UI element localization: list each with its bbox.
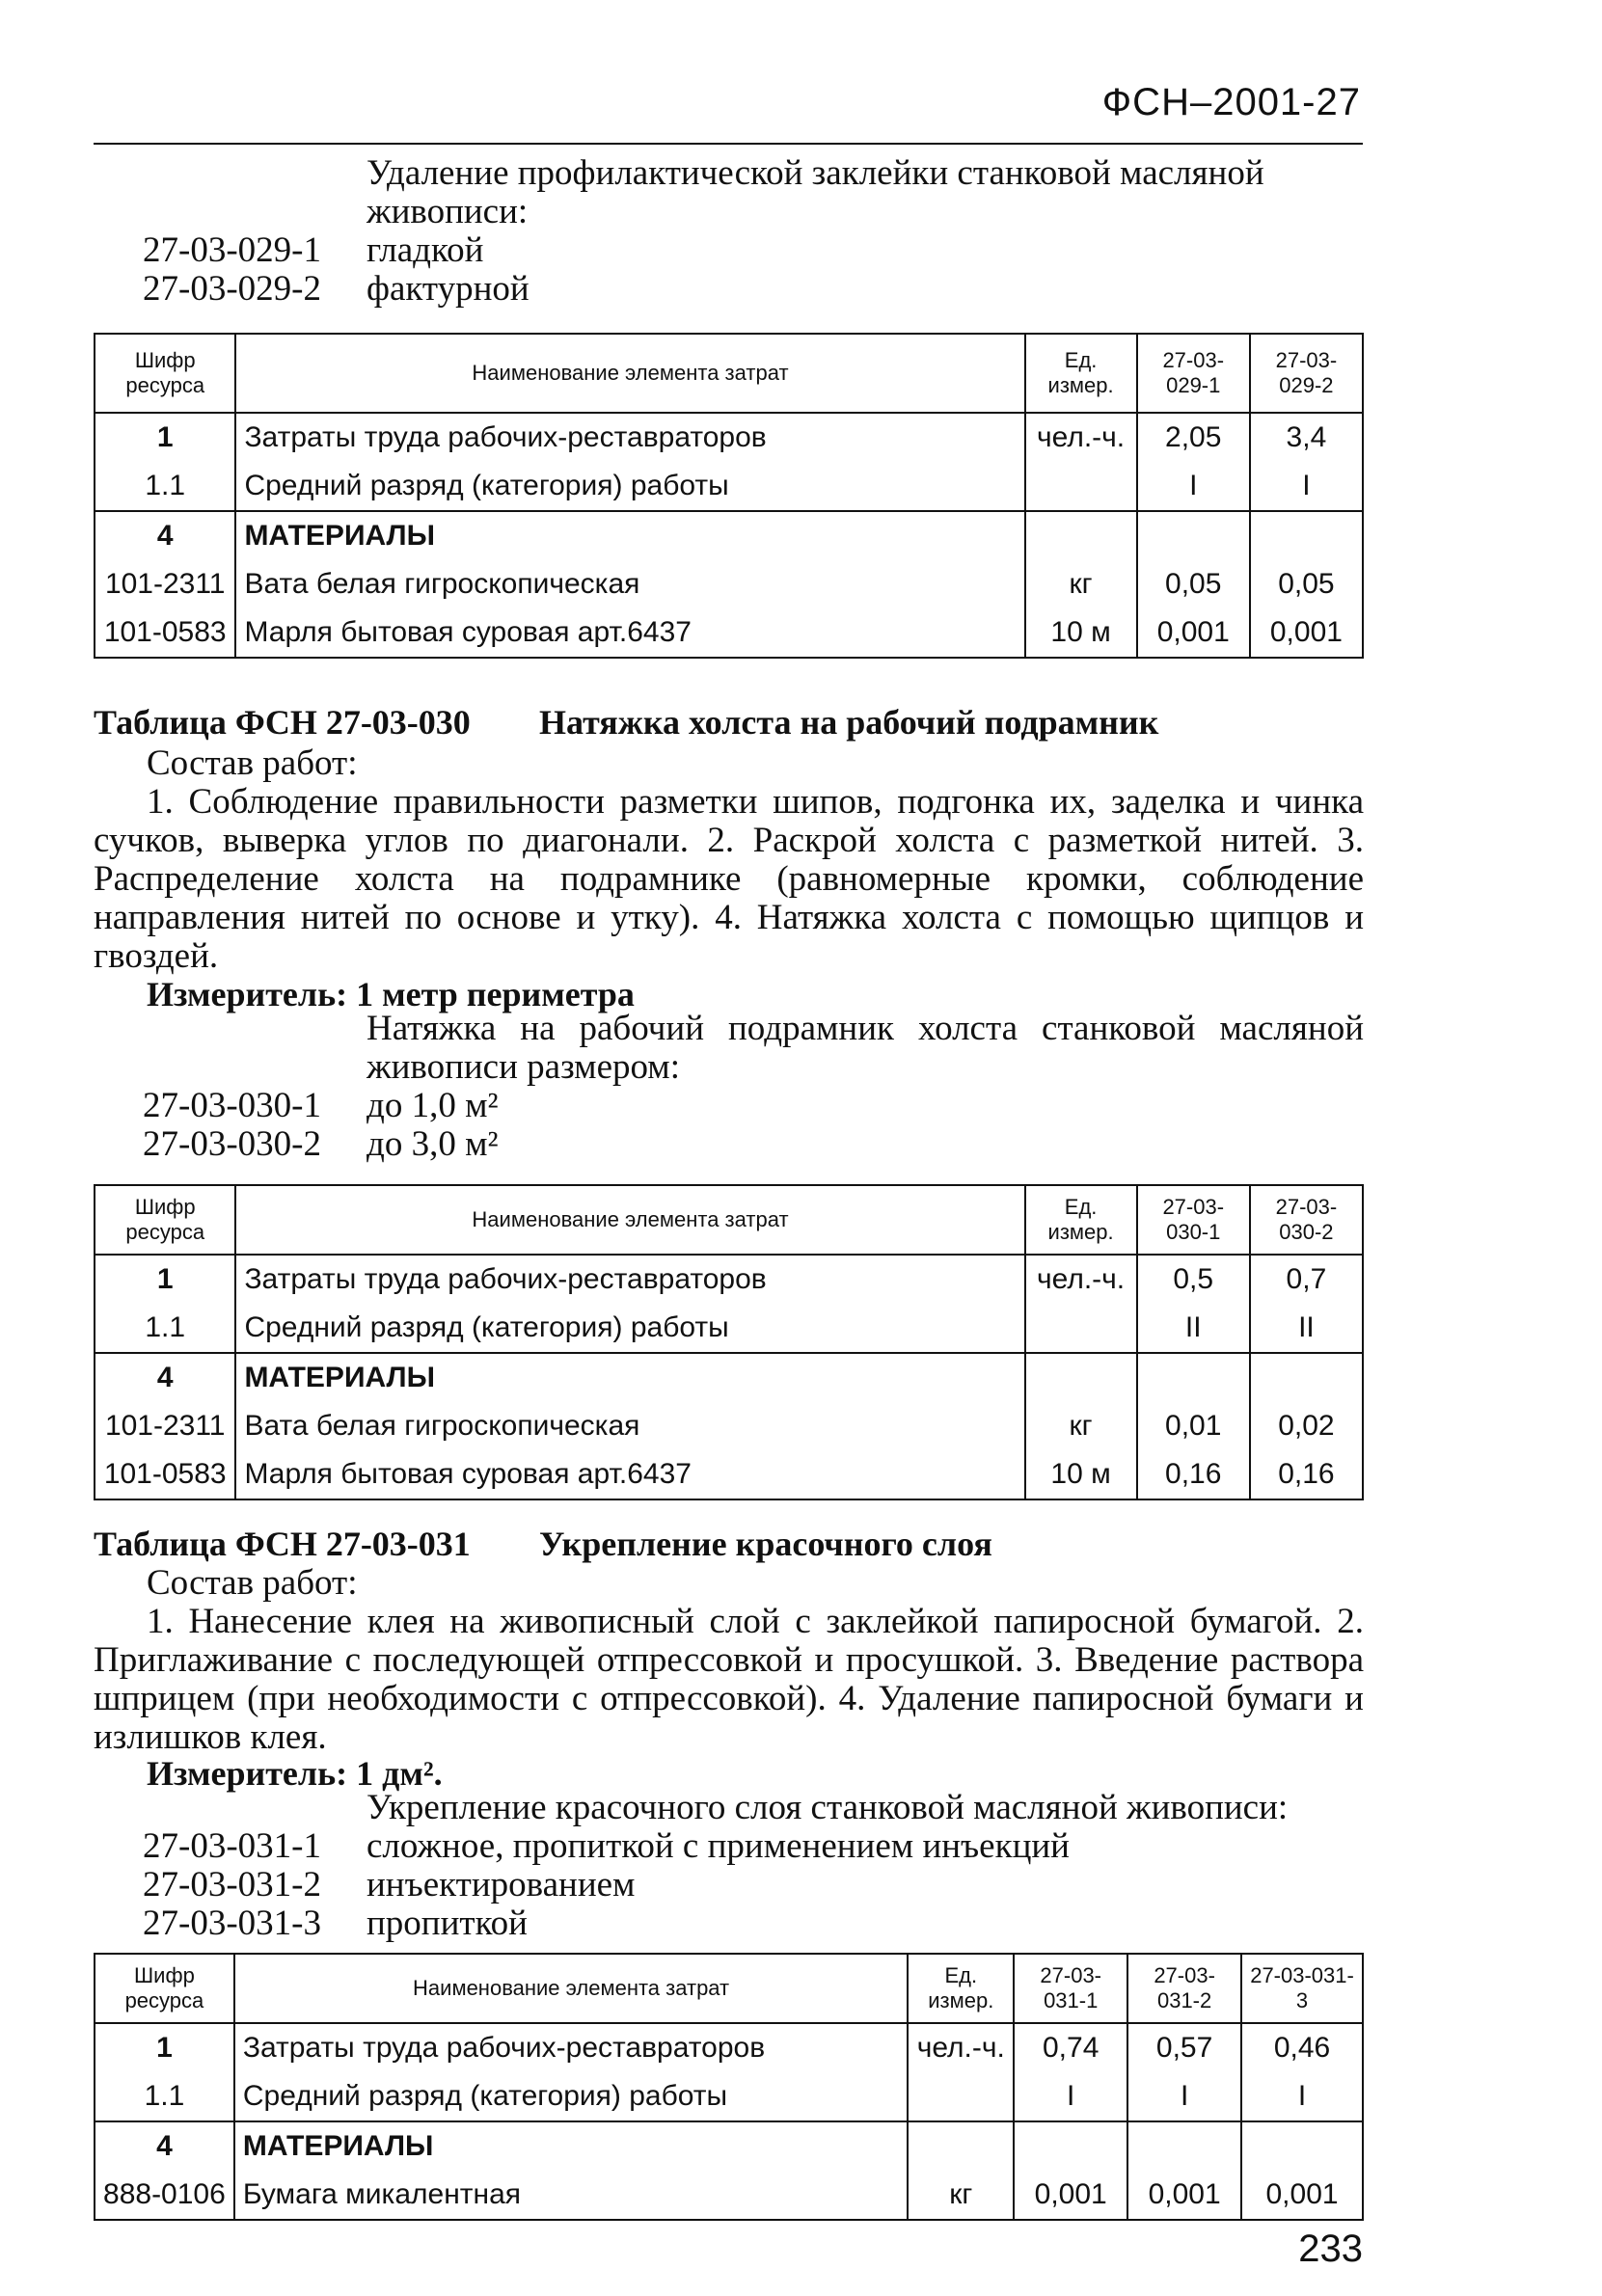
row-value: I bbox=[1250, 462, 1363, 511]
row-unit: 10 м bbox=[1025, 608, 1137, 658]
item-code: 27-03-031-1 bbox=[143, 1826, 321, 1866]
row-value bbox=[1250, 1353, 1363, 1402]
table-row bbox=[95, 413, 1363, 462]
row-name: Марля бытовая суровая арт.6437 bbox=[235, 1450, 1024, 1499]
row-value: I bbox=[1014, 2072, 1127, 2121]
header-unit: Ед. измер. bbox=[908, 1954, 1014, 2023]
header-col: 27-03-030-2 bbox=[1250, 1185, 1363, 1255]
item-label: инъектированием bbox=[367, 1865, 636, 1904]
table-row bbox=[95, 2072, 1363, 2121]
section-title: Натяжка холста на рабочий подрамник bbox=[539, 703, 1159, 742]
header-name: Наименование элемента затрат bbox=[235, 1185, 1024, 1255]
intro-title-line1: Удаление профилактической заклейки станковой масляной bbox=[367, 153, 1264, 193]
header-name: Наименование элемента затрат bbox=[234, 1954, 908, 2023]
row-value: I bbox=[1127, 2072, 1241, 2121]
row-value: 0,5 bbox=[1137, 1255, 1250, 1304]
cost-table-031 bbox=[94, 1953, 1364, 2221]
measure-label: Измеритель: 1 метр периметра bbox=[147, 975, 635, 1013]
page-number: 233 bbox=[1298, 2228, 1363, 2270]
row-code: 101-0583 bbox=[95, 1450, 235, 1499]
row-name: МАТЕРИАЛЫ bbox=[234, 2121, 908, 2171]
document-code: ФСН–2001-27 bbox=[1101, 81, 1361, 123]
item-label: до 1,0 м² bbox=[367, 1086, 499, 1125]
table-row bbox=[95, 1402, 1363, 1450]
row-value: 0,74 bbox=[1014, 2023, 1127, 2072]
section-label: Таблица ФСН 27-03-031 bbox=[94, 1525, 471, 1563]
row-unit bbox=[1025, 1304, 1137, 1353]
row-value: II bbox=[1250, 1304, 1363, 1353]
header-col: 27-03-031-1 bbox=[1014, 1954, 1127, 2023]
row-value: 0,01 bbox=[1137, 1402, 1250, 1450]
intro-title-line2: живописи: bbox=[367, 192, 529, 231]
row-unit bbox=[908, 2121, 1014, 2171]
row-name: Затраты труда рабочих-реставраторов bbox=[234, 2023, 908, 2072]
row-value: 0,7 bbox=[1250, 1255, 1363, 1304]
composition-label: Состав работ: bbox=[147, 743, 358, 783]
row-value: II bbox=[1137, 1304, 1250, 1353]
header-divider bbox=[94, 143, 1363, 145]
header-code: Шифр ресурса bbox=[95, 334, 235, 413]
table-row bbox=[95, 462, 1363, 511]
row-name: Вата белая гигроскопическая bbox=[235, 560, 1024, 608]
section-heading bbox=[94, 1524, 992, 1564]
row-value bbox=[1250, 511, 1363, 560]
row-unit: чел.-ч. bbox=[908, 2023, 1014, 2072]
row-unit: чел.-ч. bbox=[1025, 1255, 1137, 1304]
header-code: Шифр ресурса bbox=[95, 1185, 235, 1255]
row-code: 4 bbox=[95, 1353, 235, 1402]
table-row bbox=[95, 1450, 1363, 1499]
row-value: I bbox=[1137, 462, 1250, 511]
header-col: 27-03-031-3 bbox=[1241, 1954, 1363, 2023]
section-title: Укрепление красочного слоя bbox=[539, 1525, 992, 1563]
intro-item-code: 27-03-029-2 bbox=[143, 269, 321, 309]
item-label: до 3,0 м² bbox=[367, 1124, 499, 1164]
composition-label: Состав работ: bbox=[147, 1563, 358, 1603]
header-col: 27-03-030-1 bbox=[1137, 1185, 1250, 1255]
row-value bbox=[1137, 1353, 1250, 1402]
section-description: Натяжка на рабочий подрамник холста станковой масляной живописи размером: bbox=[367, 1009, 1364, 1087]
row-unit bbox=[1025, 1353, 1137, 1402]
table-row bbox=[95, 511, 1363, 560]
section-description: Укрепление красочного слоя станковой масляной живописи: bbox=[367, 1788, 1289, 1827]
row-name: Марля бытовая суровая арт.6437 bbox=[235, 608, 1024, 658]
header-unit: Ед. измер. bbox=[1025, 1185, 1137, 1255]
row-code: 4 bbox=[95, 2121, 234, 2171]
row-value: 0,57 bbox=[1127, 2023, 1241, 2072]
row-unit: чел.-ч. bbox=[1025, 413, 1137, 462]
row-code: 888-0106 bbox=[95, 2171, 234, 2220]
row-name: Средний разряд (категория) работы bbox=[234, 2072, 908, 2121]
row-name: МАТЕРИАЛЫ bbox=[235, 1353, 1024, 1402]
item-code: 27-03-030-1 bbox=[143, 1086, 321, 1125]
header-col: 27-03-031-2 bbox=[1127, 1954, 1241, 2023]
row-code: 101-2311 bbox=[95, 1402, 235, 1450]
row-unit bbox=[1025, 511, 1137, 560]
intro-item-label: гладкой bbox=[367, 230, 484, 270]
item-label: пропиткой bbox=[367, 1904, 528, 1943]
row-name: МАТЕРИАЛЫ bbox=[235, 511, 1024, 560]
row-code: 1.1 bbox=[95, 2072, 234, 2121]
row-value: 0,02 bbox=[1250, 1402, 1363, 1450]
item-code: 27-03-030-2 bbox=[143, 1124, 321, 1164]
row-value: 3,4 bbox=[1250, 413, 1363, 462]
row-unit bbox=[908, 2072, 1014, 2121]
row-value: 0,001 bbox=[1241, 2171, 1363, 2220]
measure-label: Измеритель: 1 дм². bbox=[147, 1754, 443, 1793]
item-code: 27-03-031-2 bbox=[143, 1865, 321, 1904]
cost-table-029 bbox=[94, 333, 1364, 659]
table-row bbox=[95, 2171, 1363, 2220]
table-row bbox=[95, 1353, 1363, 1402]
header-name: Наименование элемента затрат bbox=[235, 334, 1024, 413]
row-name: Затраты труда рабочих-реставраторов bbox=[235, 1255, 1024, 1304]
header-col: 27-03-029-2 bbox=[1250, 334, 1363, 413]
table-row bbox=[95, 1255, 1363, 1304]
section-heading bbox=[94, 702, 1159, 743]
row-value: 0,16 bbox=[1137, 1450, 1250, 1499]
row-value: 2,05 bbox=[1137, 413, 1250, 462]
row-unit: кг bbox=[1025, 560, 1137, 608]
composition-text: 1. Нанесение клея на живописный слой с заклейкой папиросной бумагой. 2. Приглаживание с последующей отпрессовкой и просушкой. 3. Введение раствора шприцем (при необходимости с отпрессовкой). 4. Удаление папиросной бумаги и излишков клея. bbox=[94, 1602, 1364, 1757]
row-code: 4 bbox=[95, 511, 235, 560]
row-unit: кг bbox=[1025, 1402, 1137, 1450]
header-code: Шифр ресурса bbox=[95, 1954, 234, 2023]
row-code: 1.1 bbox=[95, 462, 235, 511]
row-value bbox=[1127, 2121, 1241, 2171]
table-row bbox=[95, 608, 1363, 658]
row-value: I bbox=[1241, 2072, 1363, 2121]
header-col: 27-03-029-1 bbox=[1137, 334, 1250, 413]
row-code: 1 bbox=[95, 2023, 234, 2072]
composition-text: 1. Соблюдение правильности разметки шипов, подгонка их, заделка и чинка сучков, выверка углов по диагонали. 2. Раскрой холста с разметкой нитей. 3. Распределение холста на подрамнике (равномерные кромки, соблюдение направления нитей по основе и утку). 4. Натяжка холста с помощью щипцов и гвоздей. bbox=[94, 782, 1364, 976]
row-name: Средний разряд (категория) работы bbox=[235, 1304, 1024, 1353]
row-code: 101-0583 bbox=[95, 608, 235, 658]
row-unit bbox=[1025, 462, 1137, 511]
row-code: 1 bbox=[95, 413, 235, 462]
table-row bbox=[95, 2121, 1363, 2171]
row-value: 0,001 bbox=[1250, 608, 1363, 658]
row-value bbox=[1137, 511, 1250, 560]
row-name: Затраты труда рабочих-реставраторов bbox=[235, 413, 1024, 462]
row-value: 0,001 bbox=[1014, 2171, 1127, 2220]
row-unit: 10 м bbox=[1025, 1450, 1137, 1499]
row-name: Средний разряд (категория) работы bbox=[235, 462, 1024, 511]
item-code: 27-03-031-3 bbox=[143, 1904, 321, 1943]
row-value bbox=[1014, 2121, 1127, 2171]
item-label: сложное, пропиткой с применением инъекций bbox=[367, 1826, 1070, 1866]
intro-item-label: фактурной bbox=[367, 269, 529, 309]
row-value: 0,16 bbox=[1250, 1450, 1363, 1499]
row-value: 0,05 bbox=[1250, 560, 1363, 608]
row-value: 0,46 bbox=[1241, 2023, 1363, 2072]
intro-item-code: 27-03-029-1 bbox=[143, 230, 321, 270]
row-value: 0,05 bbox=[1137, 560, 1250, 608]
row-code: 1 bbox=[95, 1255, 235, 1304]
row-code: 1.1 bbox=[95, 1304, 235, 1353]
table-row bbox=[95, 560, 1363, 608]
row-value: 0,001 bbox=[1137, 608, 1250, 658]
cost-table-030 bbox=[94, 1184, 1364, 1500]
row-value bbox=[1241, 2121, 1363, 2171]
header-unit: Ед. измер. bbox=[1025, 334, 1137, 413]
row-code: 101-2311 bbox=[95, 560, 235, 608]
row-unit: кг bbox=[908, 2171, 1014, 2220]
table-row bbox=[95, 1304, 1363, 1353]
section-label: Таблица ФСН 27-03-030 bbox=[94, 703, 471, 742]
row-value: 0,001 bbox=[1127, 2171, 1241, 2220]
row-name: Вата белая гигроскопическая bbox=[235, 1402, 1024, 1450]
row-name: Бумага микалентная bbox=[234, 2171, 908, 2220]
table-row bbox=[95, 2023, 1363, 2072]
intro-title bbox=[367, 154, 1364, 231]
